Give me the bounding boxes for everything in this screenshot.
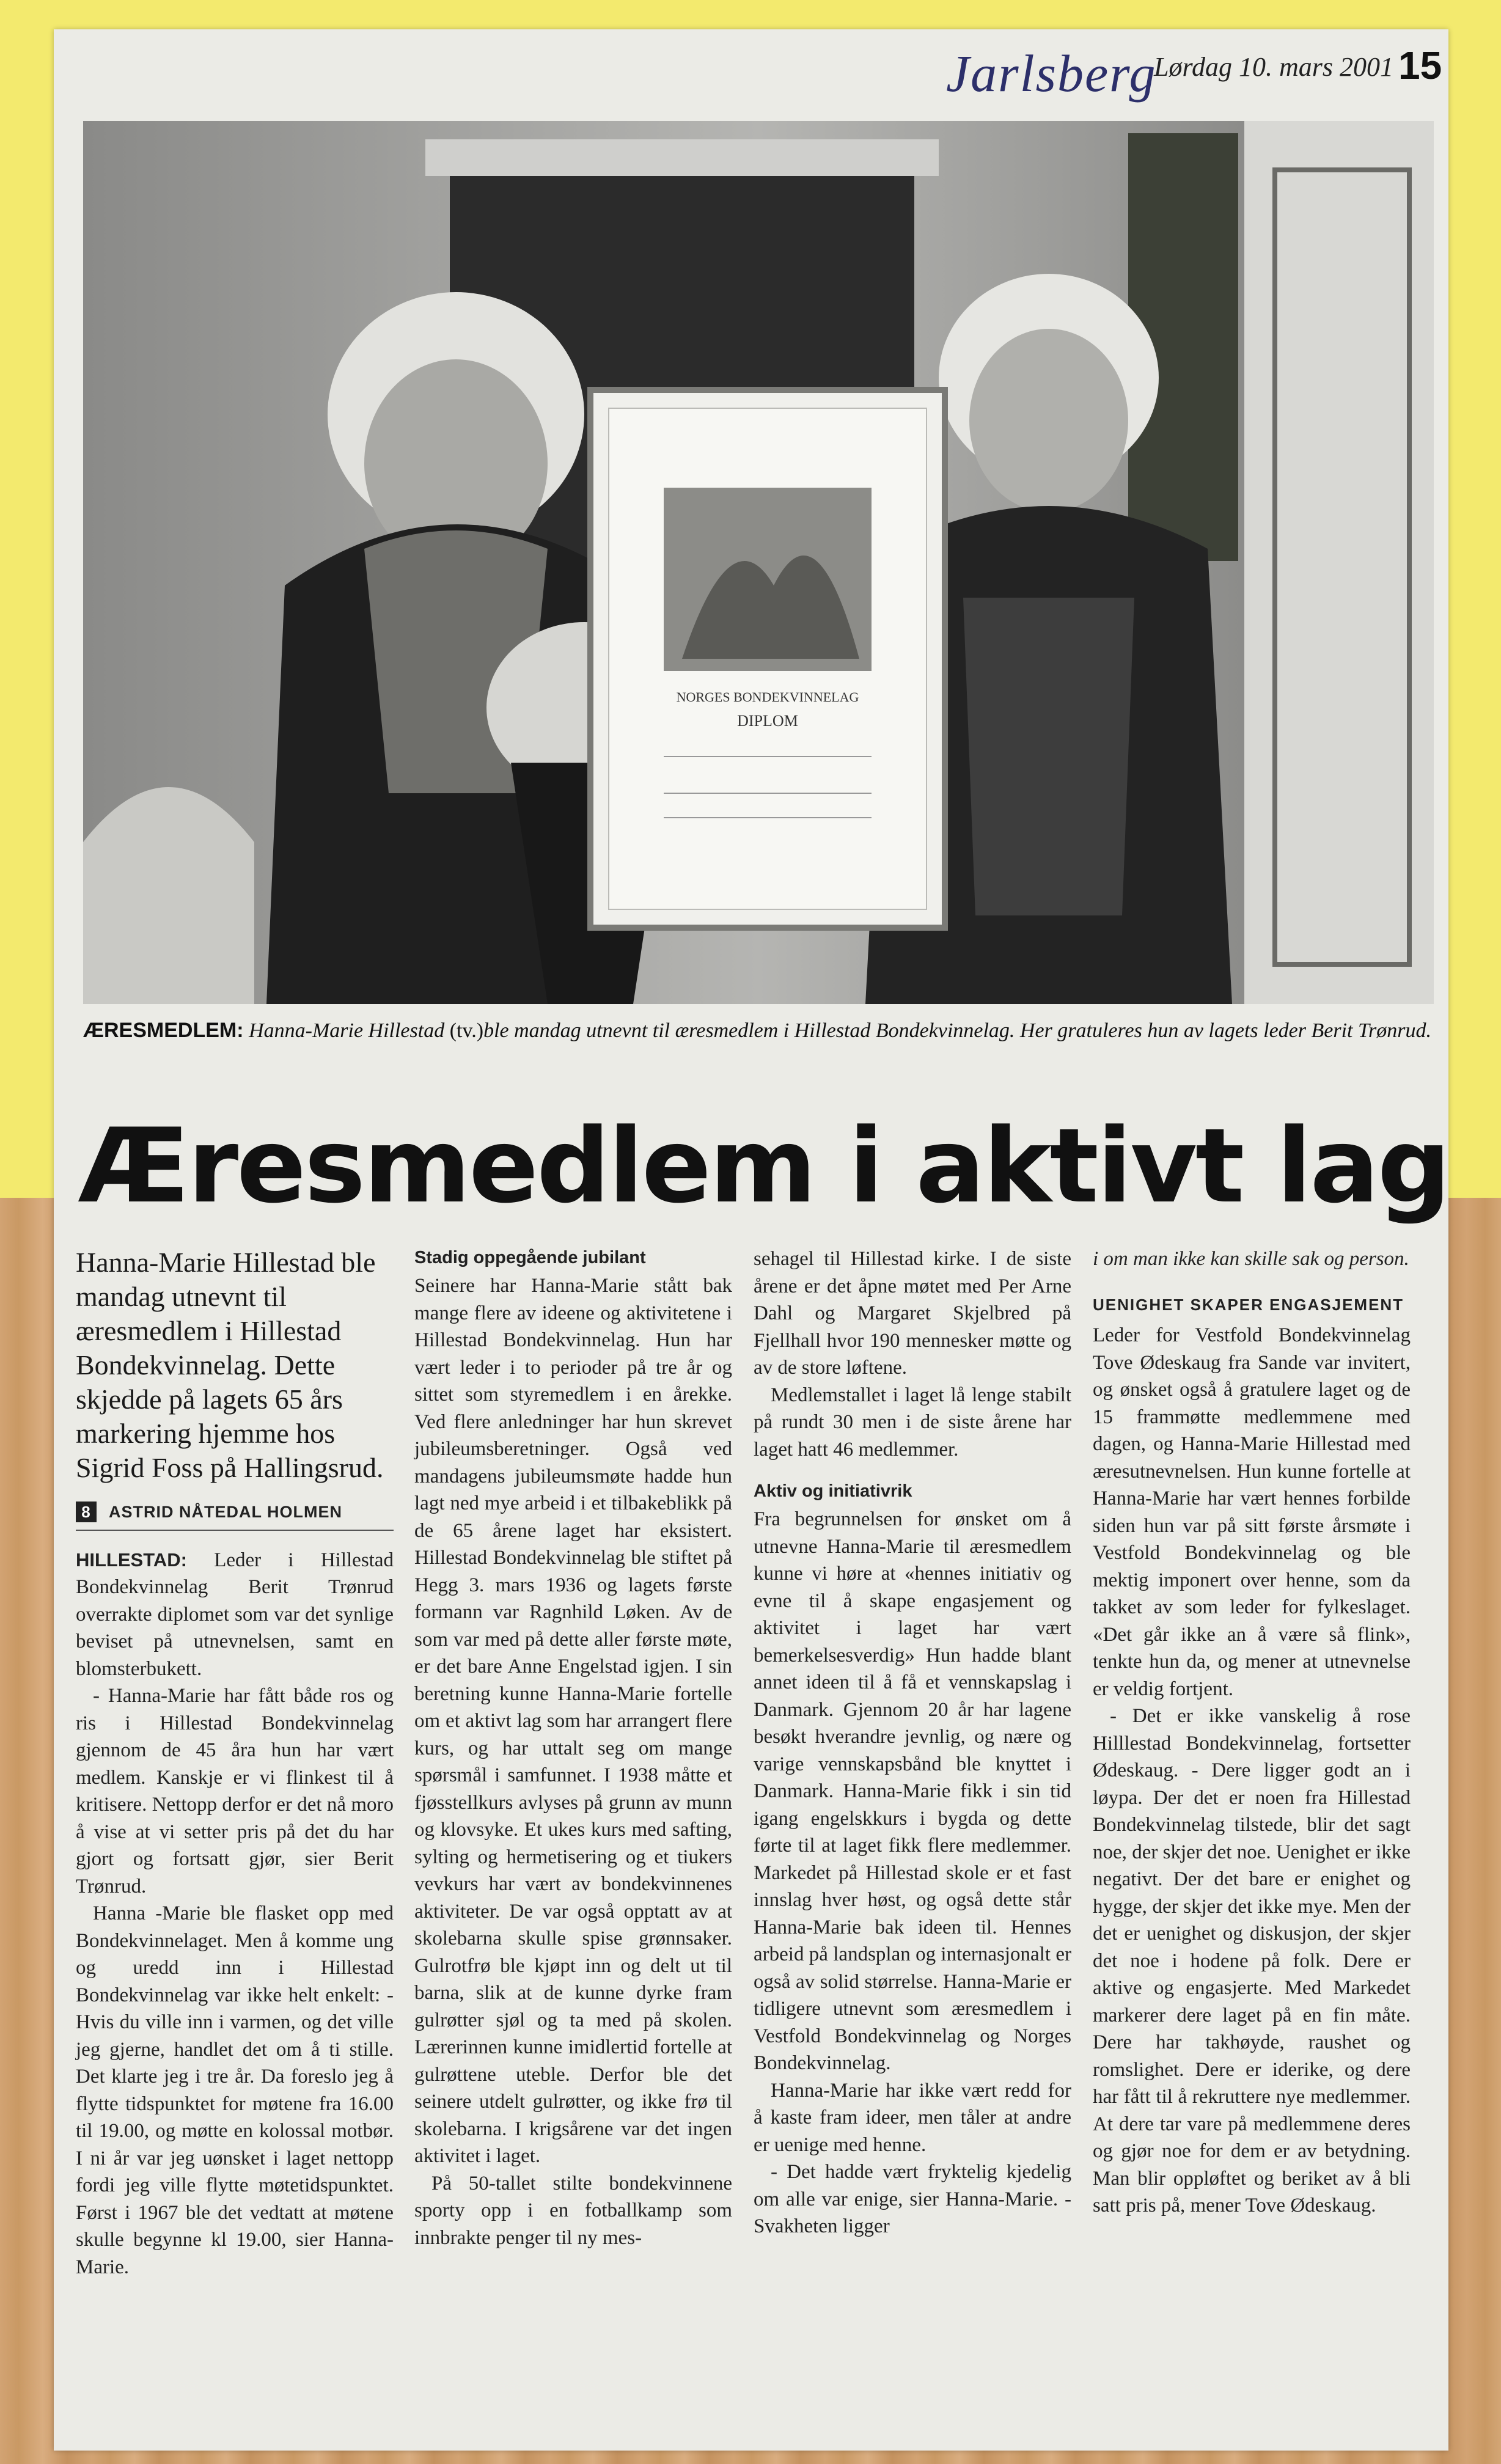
issue-date: Lørdag 10. mars 2001 <box>1154 52 1393 82</box>
paragraph: - Det hadde vært fryktelig kjedelig om alle var enige, sier Hanna-Marie. - Svakheten ligger <box>754 2161 1071 2237</box>
page-number: 15 <box>1398 43 1442 87</box>
headline: Æresmedlem i aktivt lag <box>78 1106 1449 1226</box>
article-column-4 <box>1093 1245 1411 2220</box>
paragraph: i om man ikke kan skille sak og person. <box>1093 1248 1409 1270</box>
paragraph: På 50-tallet stilte bondekvinnene sporty opp i en fotballkamp som innbrakte penger til ny mes- <box>414 2172 732 2249</box>
article-column-2 <box>414 1245 732 2251</box>
byline <box>76 1498 394 1531</box>
photo-caption <box>83 1016 1434 1045</box>
paragraph <box>76 1547 394 1683</box>
paragraph: - Det er ikke vanskelig å rose Hilllestad Bondekvinnelag, fortsetter Ødeskaug. - Dere ligger godt an i løypa. Der det er noen fra Hillestad Bondekvinnelag tilstede, blir det sagt noe, der skjer det noe. Uenighet er ikke negativt. Der det bare er enighet og hygge, der skjer det ikke mye. Men der det er uenighet og diskusjon, der skjer det noe i hodene på folk. Dere er aktive og engasjerte. Med Markedet markerer dere laget på en fin måte. Dere har takhøyde, raushet og romslighet. Dere er iderike, og dere har fått til å rekruttere nye medlemmer. At dere tar vare på medlemmene deres og gjør noe for dem er av betydning. Man blir oppløftet og beriket av å bli satt pris på, mener Tove Ødeskaug. <box>1093 1705 1411 2216</box>
ingress: Hanna-Marie Hillestad ble mandag utnevnt til æresmedlem i Hillestad Bondekvinnelag. Dette skjedde på lagets 65 års markering hjemme hos Sigrid Foss på Hallingsrud. <box>76 1247 384 1483</box>
newspaper-clipping <box>54 29 1448 2451</box>
byline-logo-icon: 8 <box>76 1502 97 1522</box>
paragraph: Hanna-Marie har ikke vært redd for å kaste fram ideer, men tåler at andre er uenige med henne. <box>754 2079 1071 2156</box>
subheading: UENIGHET SKAPER ENGASJEMENT <box>1093 1295 1404 1314</box>
byline-author: ASTRID NÅTEDAL HOLMEN <box>109 1503 342 1521</box>
article-column-1 <box>76 1245 394 2281</box>
paragraph-text: Leder i Hillestad Bondekvinnelag Berit Trønrud overrakte diplomet som var det synlige beviset på utnevnelsen, samt en blomsterbukett. <box>76 1549 394 1680</box>
caption-name: Hanna-Marie Hillestad <box>249 1019 445 1042</box>
diploma-title-text: DIPLOM <box>737 712 798 730</box>
masthead <box>54 29 1448 115</box>
photo-illustration <box>83 121 1434 1004</box>
dateline: HILLESTAD: <box>76 1549 187 1571</box>
paragraph: Seinere har Hanna-Marie stått bak mange flere av ideene og aktivitetene i Hillestad Bondekvinnelag. Hun har vært leder i to perioder på tre år og sittet som styremedlem i en årekke. Ved flere anledninger har hun skrevet jubileumsberetninger. Også ved mandagens jubileumsmøte hadde hun lagt ned mye arbeid i et tilbakeblikk på de 65 årene laget har eksistert. Hillestad Bondekvinnelag ble stiftet på Hegg 3. mars 1936 og lagets første formann var Ragnhild Løken. Av de som var med på dette aller første møte, er det bare Anne Engelstad igjen. I sin beretning kunne Hanna-Marie fortelle om et aktivt lag som har arrangert flere kurs, og har uttalt seg om mange spørsmål i samfunnet. I 1938 måtte et fjøsstellkurs avlyses på grunn av munn og klovsyke. Et ukes kurs med safting, sylting og hermetisering og et tiukers vevkurs har vært av bondekvinnenes aktiviteter. De var også opptatt av at skolebarna skulle spise grønnsaker. Gulrotfrø ble kjøpt inn og delt ut til barna, slik at de kunne dyrke fram gulrøtter sjøl og ta med på skolen. Lærerinnen kunne imidlertid fortelle at gulrøttene uteble. Derfor ble det seinere utdelt gulrøtter, og ikke frø til skolebarna. I krigsårene var det ingen aktivitet i laget. <box>414 1275 732 2167</box>
subheading: Stadig oppegående jubilant <box>414 1248 646 1267</box>
paragraph: Medlemstallet i laget lå lenge stabilt på rundt 30 men i de siste årene har laget hatt 46 medlemmer. <box>754 1384 1071 1461</box>
diploma-org-text: NORGES BONDEKVINNELAG <box>676 689 859 705</box>
paragraph: sehagel til Hillestad kirke. I de siste årene er det åpne møtet med Per Arne Dahl og Margaret Skjelbred på Fjellhall hvor 190 mennesker møtte og av de store løftene. <box>754 1248 1071 1379</box>
caption-tv: (tv.) <box>444 1019 484 1042</box>
newspaper-logo: Jarlsberg <box>946 44 1157 103</box>
subheading: Aktiv og initiativrik <box>754 1481 912 1501</box>
paragraph: Fra begrunnelsen for ønsket om å utnevne Hanna-Marie til æresmedlem kunne vi høre at «hennes initiativ og evne til å skape engasjement og aktivitet i laget har vært bemerkelsesverdig» Hun hadde blant annet ideen til å få et vennskapslag i Danmark. Gjennom 20 år har lagene besøkt hverandre jevnlig, og nære og varige vennskapsbånd ble knyttet i Danmark. Hanna-Marie fikk i sin tid igang engelskkurs i bygda og dette førte til at laget fikk flere medlemmer. Markedet på Hillestad skole er et fast innslag hver høst, og også dette står Hanna-Marie bak ideen til. Hennes arbeid på landsplan og internasjonalt er også av solid størrelse. Hanna-Marie er tidligere utnevnt som æresmedlem i Vestfold Bondekvinnelag og Norges Bondekvinnelag. <box>754 1508 1071 2074</box>
article-photo <box>83 121 1434 1004</box>
paragraph: - Hanna-Marie har fått både ros og ris i Hillestad Bondekvinnelag gjennom de 45 åra hun har vært medlem. Kanskje er vi flinkest til å kritisere. Nettopp derfor er det nå moro å vise at vi setter pris på det du har gjort og fortsatt gjør, sier Berit Trønrud. <box>76 1685 394 1898</box>
paragraph: Hanna -Marie ble flasket opp med Bondekvinnelaget. Men å komme ung og uredd inn i Hillestad Bondekvinnelag var ikke helt enkelt: - Hvis du ville inn i varmen, og det ville jeg gjerne, handlet det om å ti stille. Det klarte jeg i tre år. Da foreslo jeg å flytte tidspunktet for møtene fra 16.00 til 19.00, og møtte en kolossal motbør. I ni år var jeg uønsket i laget nettopp fordi jeg ville flytte møtetidspunktet. Først i 1967 ble det vedtatt at møtene skulle begynne kl 19.00, sier Hanna-Marie. <box>76 1902 394 2278</box>
paragraph: Leder for Vestfold Bondekvinnelag Tove Ødeskaug fra Sande var invitert, og ønsket også å gratulere laget og de 15 frammøtte medlemmene med dagen, og Hanna-Marie Hillestad med æresutnevnelsen. Hun kunne fortelle at Hanna-Marie har vært hennes forbilde siden hun var på sitt første årsmøte i Vestfold Bondekvinnelag og ble mektig imponert over henne, som da takket av som leder for fylkeslaget. «Det går ikke an å være så flink», tenkte hun da, og mener at utnevnelse er veldig fortjent. <box>1093 1324 1411 1700</box>
caption-keyword: ÆRESMEDLEM: <box>83 1019 244 1042</box>
article-column-3 <box>754 1245 1071 2240</box>
caption-text: ble mandag utnevnt til æresmedlem i Hillestad Bondekvinnelag. Her gratuleres hun av lagets leder Berit Trønrud. <box>483 1019 1431 1042</box>
